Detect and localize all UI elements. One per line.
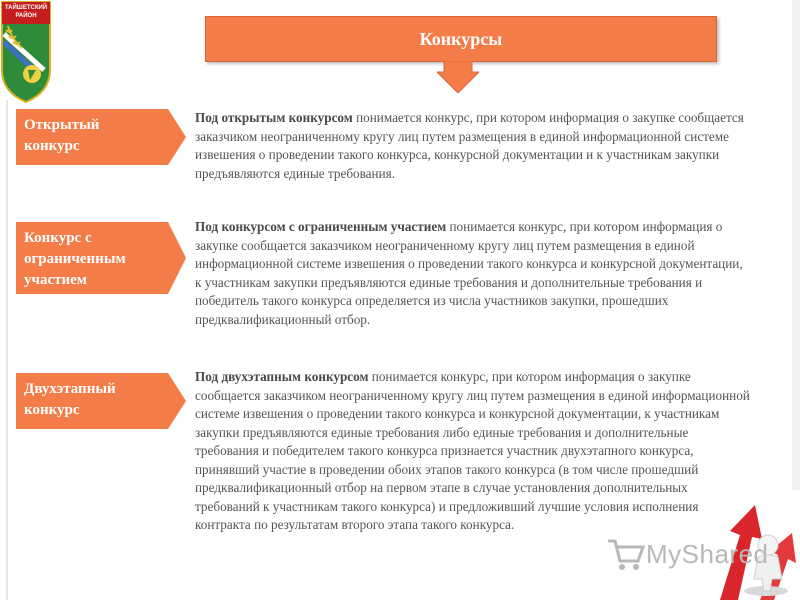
logo-line-2: РАЙОН [15,13,37,19]
definition-term: Под двухэтапным конкурсом [195,369,369,384]
definition-open-tender [195,109,750,183]
definition-limited-tender [195,218,750,329]
down-arrow-icon [437,61,479,93]
tag-label: Двухэтапный конкурс [24,381,116,418]
definition-two-stage-tender [195,368,750,535]
definition-text: понимается конкурс, при котором информация о закупке сообщается заказчиком неограниченному кругу лиц путем размещения в единой информационной системе извешения о проведении такого конкурса, конкурсной документации и к участникам закупки предъявляются единые требования. [195,110,744,181]
definition-term: Под конкурсом с ограниченным участием [195,219,447,234]
tag-limited-tender [16,222,186,294]
slide-right-border [792,0,800,490]
tag-two-stage-tender [16,373,186,429]
tag-label: Конкурс с ограниченным участием [24,230,126,288]
definition-text: понимается конкурс, при котором информация о закупке сообщается заказчиком неограниченному кругу лиц путем размещения в единой информационной системе извешения о проведении такого конкурса и конкурсной документации, к участникам закупки предъявляются единые требования либо единые требования и дополнительные требования и победителем такого конкурса признается участник двухэтапного конкурса, принявший участие в проведении обоих этапов такого конкурса (в том числе прошедший предквалификационный отбор на первом этапе в случае установления дополнительных требований к участникам такого конкурса) и предложивший лучшие условия исполнения контракта по результатам второго этапа такого конкурса. [195,369,750,532]
logo-line-1: ТАЙШЕТСКИЙ [4,5,48,11]
tag-label: Открытый конкурс [24,117,100,154]
slide-title: Конкурсы [419,28,503,49]
definition-term: Под открытым конкурсом [195,110,353,125]
slide-title-banner [205,16,717,62]
myshared-watermark [606,537,769,571]
watermark-text: MyShared [646,538,769,569]
definition-text: понимается конкурс, при котором информация о закупке сообщается заказчиком неограниченному кругу лиц путем размещения в единой информационной системе извешения о проведении такого конкурса и конкурсной документации, к участникам закупки предъявляются единые требования и дополнительные требования и победитель такого конкурса определяется из числа участников закупки, прошедших предквалификационный отбор. [195,219,743,327]
district-coat-of-arms [0,0,52,104]
tag-open-tender [16,109,186,165]
cart-icon [606,537,646,571]
slide-left-rule [6,100,8,600]
